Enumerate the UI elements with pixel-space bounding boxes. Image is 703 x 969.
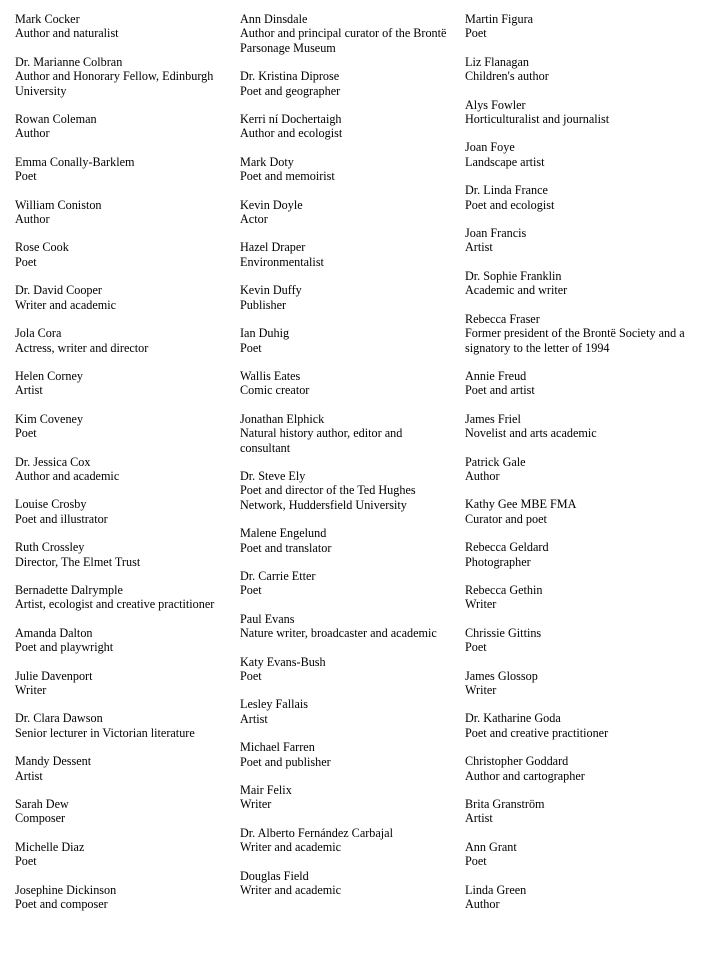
signatory-role: Author (465, 897, 500, 912)
signatory-name: Ann Grant (465, 839, 517, 854)
signatory-role: Poet and geographer (240, 83, 341, 98)
signatory-entry (240, 569, 455, 598)
signatory-role: Poet (240, 340, 262, 355)
signatory-name: Mark Cocker (15, 12, 80, 26)
signatory-role: Artist (465, 811, 493, 826)
signatory-name: Ann Dinsdale (240, 12, 308, 26)
signatory-name: Rowan Coleman (15, 112, 97, 127)
signatory-column-2 (240, 12, 455, 911)
signatory-role: Poet and publisher (240, 754, 331, 769)
signatory-role: Poet (240, 669, 262, 683)
signatory-role: Poet and creative practitioner (465, 725, 609, 740)
signatory-entry (15, 55, 225, 98)
signatory-entry (15, 883, 225, 912)
signatory-name: Dr. Alberto Fernández Carbajal (240, 825, 393, 840)
signatory-name: Mair Felix (240, 783, 292, 798)
signatory-entry (465, 583, 685, 612)
signatory-role: Publisher (240, 297, 287, 312)
signatory-name: Dr. Sophie Franklin (465, 268, 562, 283)
signatory-name: Joan Foye (465, 140, 515, 155)
signatory-role: Children's author (465, 69, 549, 84)
signatory-name: Paul Evans (240, 611, 295, 626)
signatory-column-1 (15, 12, 225, 925)
signatory-entry (240, 655, 455, 684)
signatory-role: Poet and ecologist (465, 197, 555, 212)
signatory-name: Wallis Eates (240, 368, 301, 383)
signatory-name: Emma Conally-Barklem (15, 154, 135, 169)
signatory-entry (15, 540, 225, 569)
signatory-role: Writer (465, 683, 497, 697)
signatory-entry (465, 797, 685, 826)
signatory-entry (465, 269, 685, 298)
signatory-name: Kathy Gee MBE FMA (465, 497, 577, 512)
signatory-name: Alys Fowler (465, 97, 526, 112)
signatory-role: Author and academic (15, 468, 120, 483)
signatory-name: Katy Evans-Bush (240, 654, 326, 669)
signatory-role: Poet (465, 26, 487, 41)
signatory-role: Comic creator (240, 383, 310, 398)
signatory-name: Rose Cook (15, 240, 69, 255)
signatory-role: Author and cartographer (465, 768, 585, 783)
signatory-role: Artist (465, 240, 493, 255)
signatory-name: Mark Doty (240, 154, 294, 169)
signatory-name: Chrissie Gittins (465, 625, 542, 640)
signatory-name: Martin Figura (465, 12, 534, 26)
signatory-name: Sarah Dew (15, 797, 69, 812)
signatory-role: Poet and playwright (15, 640, 114, 655)
signatory-role: Writer (240, 797, 272, 812)
signatory-name: Hazel Draper (240, 240, 306, 255)
signatory-role: Poet and translator (240, 540, 332, 555)
signatory-entry (465, 98, 685, 127)
signatory-name: Bernadette Dalrymple (15, 582, 123, 597)
signatory-name: Ruth Crossley (15, 540, 85, 555)
signatory-entry (240, 869, 455, 898)
signatory-entry (15, 754, 225, 783)
signatory-name: Josephine Dickinson (15, 882, 117, 897)
signatory-entry (15, 455, 225, 484)
signatory-name: Amanda Dalton (15, 625, 93, 640)
signatory-entry (465, 412, 685, 441)
signatory-role: Actress, writer and director (15, 340, 149, 355)
signatory-name: James Glossop (465, 668, 538, 683)
signatory-role: Academic and writer (465, 283, 568, 298)
signatory-entry (15, 583, 225, 612)
signatory-name: Dr. Clara Dawson (15, 711, 103, 726)
signatory-role: Writer and academic (15, 297, 117, 312)
signatory-entry (465, 883, 685, 912)
signatory-entry (240, 826, 455, 855)
signatory-entry (240, 198, 455, 227)
signatory-entry (465, 840, 685, 869)
signatory-name: Jola Cora (15, 326, 62, 341)
signatory-entry (15, 12, 225, 41)
signatory-role: Poet and composer (15, 897, 108, 912)
signatory-role: Artist (240, 711, 268, 726)
signatory-name: Annie Freud (465, 368, 527, 383)
signatory-entry (240, 740, 455, 769)
signatory-entry (465, 12, 685, 41)
signatory-entry (465, 754, 685, 783)
signatory-role: Poet (465, 854, 487, 869)
signatory-name: Dr. David Cooper (15, 283, 102, 298)
signatory-entry (15, 797, 225, 826)
signatory-name: Rebecca Fraser (465, 311, 540, 326)
signatory-name: Christopher Goddard (465, 754, 569, 769)
signatory-role: Artist (15, 768, 43, 783)
signatory-name: Michelle Diaz (15, 839, 85, 854)
signatory-entry (240, 412, 455, 455)
signatory-entry (465, 140, 685, 169)
signatory-role: Poet (15, 169, 37, 184)
signatory-entry (240, 469, 455, 512)
signatory-role: Horticulturalist and journalist (465, 112, 610, 127)
signatory-entry (465, 626, 685, 655)
signatory-entry (240, 12, 455, 55)
signatory-role: Writer (465, 597, 497, 612)
signatory-entry (240, 112, 455, 141)
signatory-role: Writer and academic (240, 883, 342, 898)
signatory-entry (240, 155, 455, 184)
signatory-role: Author and principal curator of the Brontë Parsonage Museum (240, 26, 447, 55)
signatory-name: William Coniston (15, 197, 102, 212)
signatory-name: Kevin Duffy (240, 283, 302, 298)
signatory-column-3 (465, 12, 685, 925)
signatory-role: Author (465, 468, 500, 483)
signatory-name: Dr. Jessica Cox (15, 454, 91, 469)
signatory-role: Author and ecologist (240, 126, 343, 141)
signatory-role: Poet (15, 854, 37, 869)
signatory-role: Nature writer, broadcaster and academic (240, 626, 437, 641)
signatory-role: Composer (15, 811, 66, 826)
signatory-entry (465, 497, 685, 526)
signatory-role: Author and naturalist (15, 26, 119, 41)
signatory-entry (15, 369, 225, 398)
signatory-entry (240, 69, 455, 98)
signatory-role: Poet and artist (465, 383, 535, 398)
signatory-entry (15, 240, 225, 269)
signatory-name: Julie Davenport (15, 668, 93, 683)
signatory-name: Dr. Linda France (465, 183, 548, 198)
signatory-entry (465, 369, 685, 398)
signatory-role: Writer and academic (240, 840, 342, 855)
signatory-name: Kerri ní Dochertaigh (240, 112, 342, 127)
signatory-name: Ian Duhig (240, 326, 290, 341)
signatory-name: Kim Coveney (15, 411, 84, 426)
signatory-role: Writer (15, 683, 47, 697)
signatory-role: Curator and poet (465, 511, 547, 526)
signatory-role: Poet (15, 254, 37, 269)
signatory-role: Poet (15, 426, 37, 441)
signatory-entry (15, 283, 225, 312)
signatory-entry (240, 526, 455, 555)
signatory-role: Author and Honorary Fellow, Edinburgh University (15, 69, 214, 98)
signatory-name: Michael Farren (240, 740, 315, 755)
signatory-entry (15, 669, 225, 698)
signatory-role: Poet (465, 640, 487, 655)
signatory-name: Dr. Kristina Diprose (240, 69, 340, 84)
signatory-entry (465, 669, 685, 698)
signatory-role: Former president of the Brontë Society and a signatory to the letter of 1994 (465, 326, 685, 355)
signatory-role: Landscape artist (465, 154, 545, 169)
signatory-entry (15, 198, 225, 227)
signatory-entry (15, 155, 225, 184)
signatory-entry (465, 312, 685, 355)
signatory-role: Senior lecturer in Victorian literature (15, 725, 195, 740)
signatory-name: Patrick Gale (465, 454, 526, 469)
signatory-role: Poet and memoirist (240, 169, 335, 184)
signatory-entry (240, 697, 455, 726)
signatory-role: Poet (240, 583, 262, 598)
signatory-role: Photographer (465, 554, 531, 569)
signatory-name: Mandy Dessent (15, 754, 92, 769)
signatory-role: Environmentalist (240, 254, 324, 269)
signatory-entry (15, 112, 225, 141)
signatory-entry (240, 612, 455, 641)
signatory-role: Natural history author, editor and consultant (240, 426, 403, 455)
signatory-name: Dr. Marianne Colbran (15, 54, 123, 69)
signatory-name: Linda Green (465, 882, 527, 897)
signatory-role: Author (15, 126, 50, 141)
signatory-role: Artist, ecologist and creative practitioner (15, 597, 215, 612)
signatory-entry (240, 783, 455, 812)
signatory-entry (465, 55, 685, 84)
signatory-entry (15, 840, 225, 869)
signatory-role: Author (15, 212, 50, 227)
signatory-name: Dr. Carrie Etter (240, 568, 316, 583)
signatory-role: Novelist and arts academic (465, 426, 597, 441)
signatory-entry (465, 455, 685, 484)
signatory-name: Joan Francis (465, 226, 527, 241)
signatory-entry (465, 226, 685, 255)
signatory-entry (15, 626, 225, 655)
signatory-entry (15, 497, 225, 526)
signatory-entry (465, 711, 685, 740)
signatory-entry (15, 326, 225, 355)
signatory-name: Liz Flanagan (465, 54, 529, 69)
signatory-name: Louise Crosby (15, 497, 87, 512)
signatory-name: Malene Engelund (240, 526, 327, 541)
signatory-name: Kevin Doyle (240, 197, 303, 212)
signatory-entry (240, 240, 455, 269)
signatory-entry (465, 540, 685, 569)
signatory-name: Rebecca Gethin (465, 582, 543, 597)
signatory-name: Douglas Field (240, 868, 309, 883)
signatory-entry (240, 369, 455, 398)
signatory-entry (465, 183, 685, 212)
signatory-name: Dr. Katharine Goda (465, 711, 561, 726)
signatory-entry (240, 283, 455, 312)
signatory-role: Poet and director of the Ted Hughes Network, Huddersfield University (240, 483, 416, 512)
signatory-name: Rebecca Geldard (465, 540, 549, 555)
signatory-role: Director, The Elmet Trust (15, 554, 141, 569)
signatory-name: James Friel (465, 411, 521, 426)
signatory-name: Jonathan Elphick (240, 411, 325, 426)
signatory-name: Lesley Fallais (240, 697, 309, 712)
signatory-role: Poet and illustrator (15, 511, 108, 526)
signatory-name: Helen Corney (15, 368, 84, 383)
signatory-name: Brita Granström (465, 797, 545, 812)
signatory-role: Actor (240, 212, 268, 227)
signatory-entry (15, 711, 225, 740)
signatory-entry (240, 326, 455, 355)
signatory-name: Dr. Steve Ely (240, 468, 306, 483)
signatory-entry (15, 412, 225, 441)
signatory-role: Artist (15, 383, 43, 398)
